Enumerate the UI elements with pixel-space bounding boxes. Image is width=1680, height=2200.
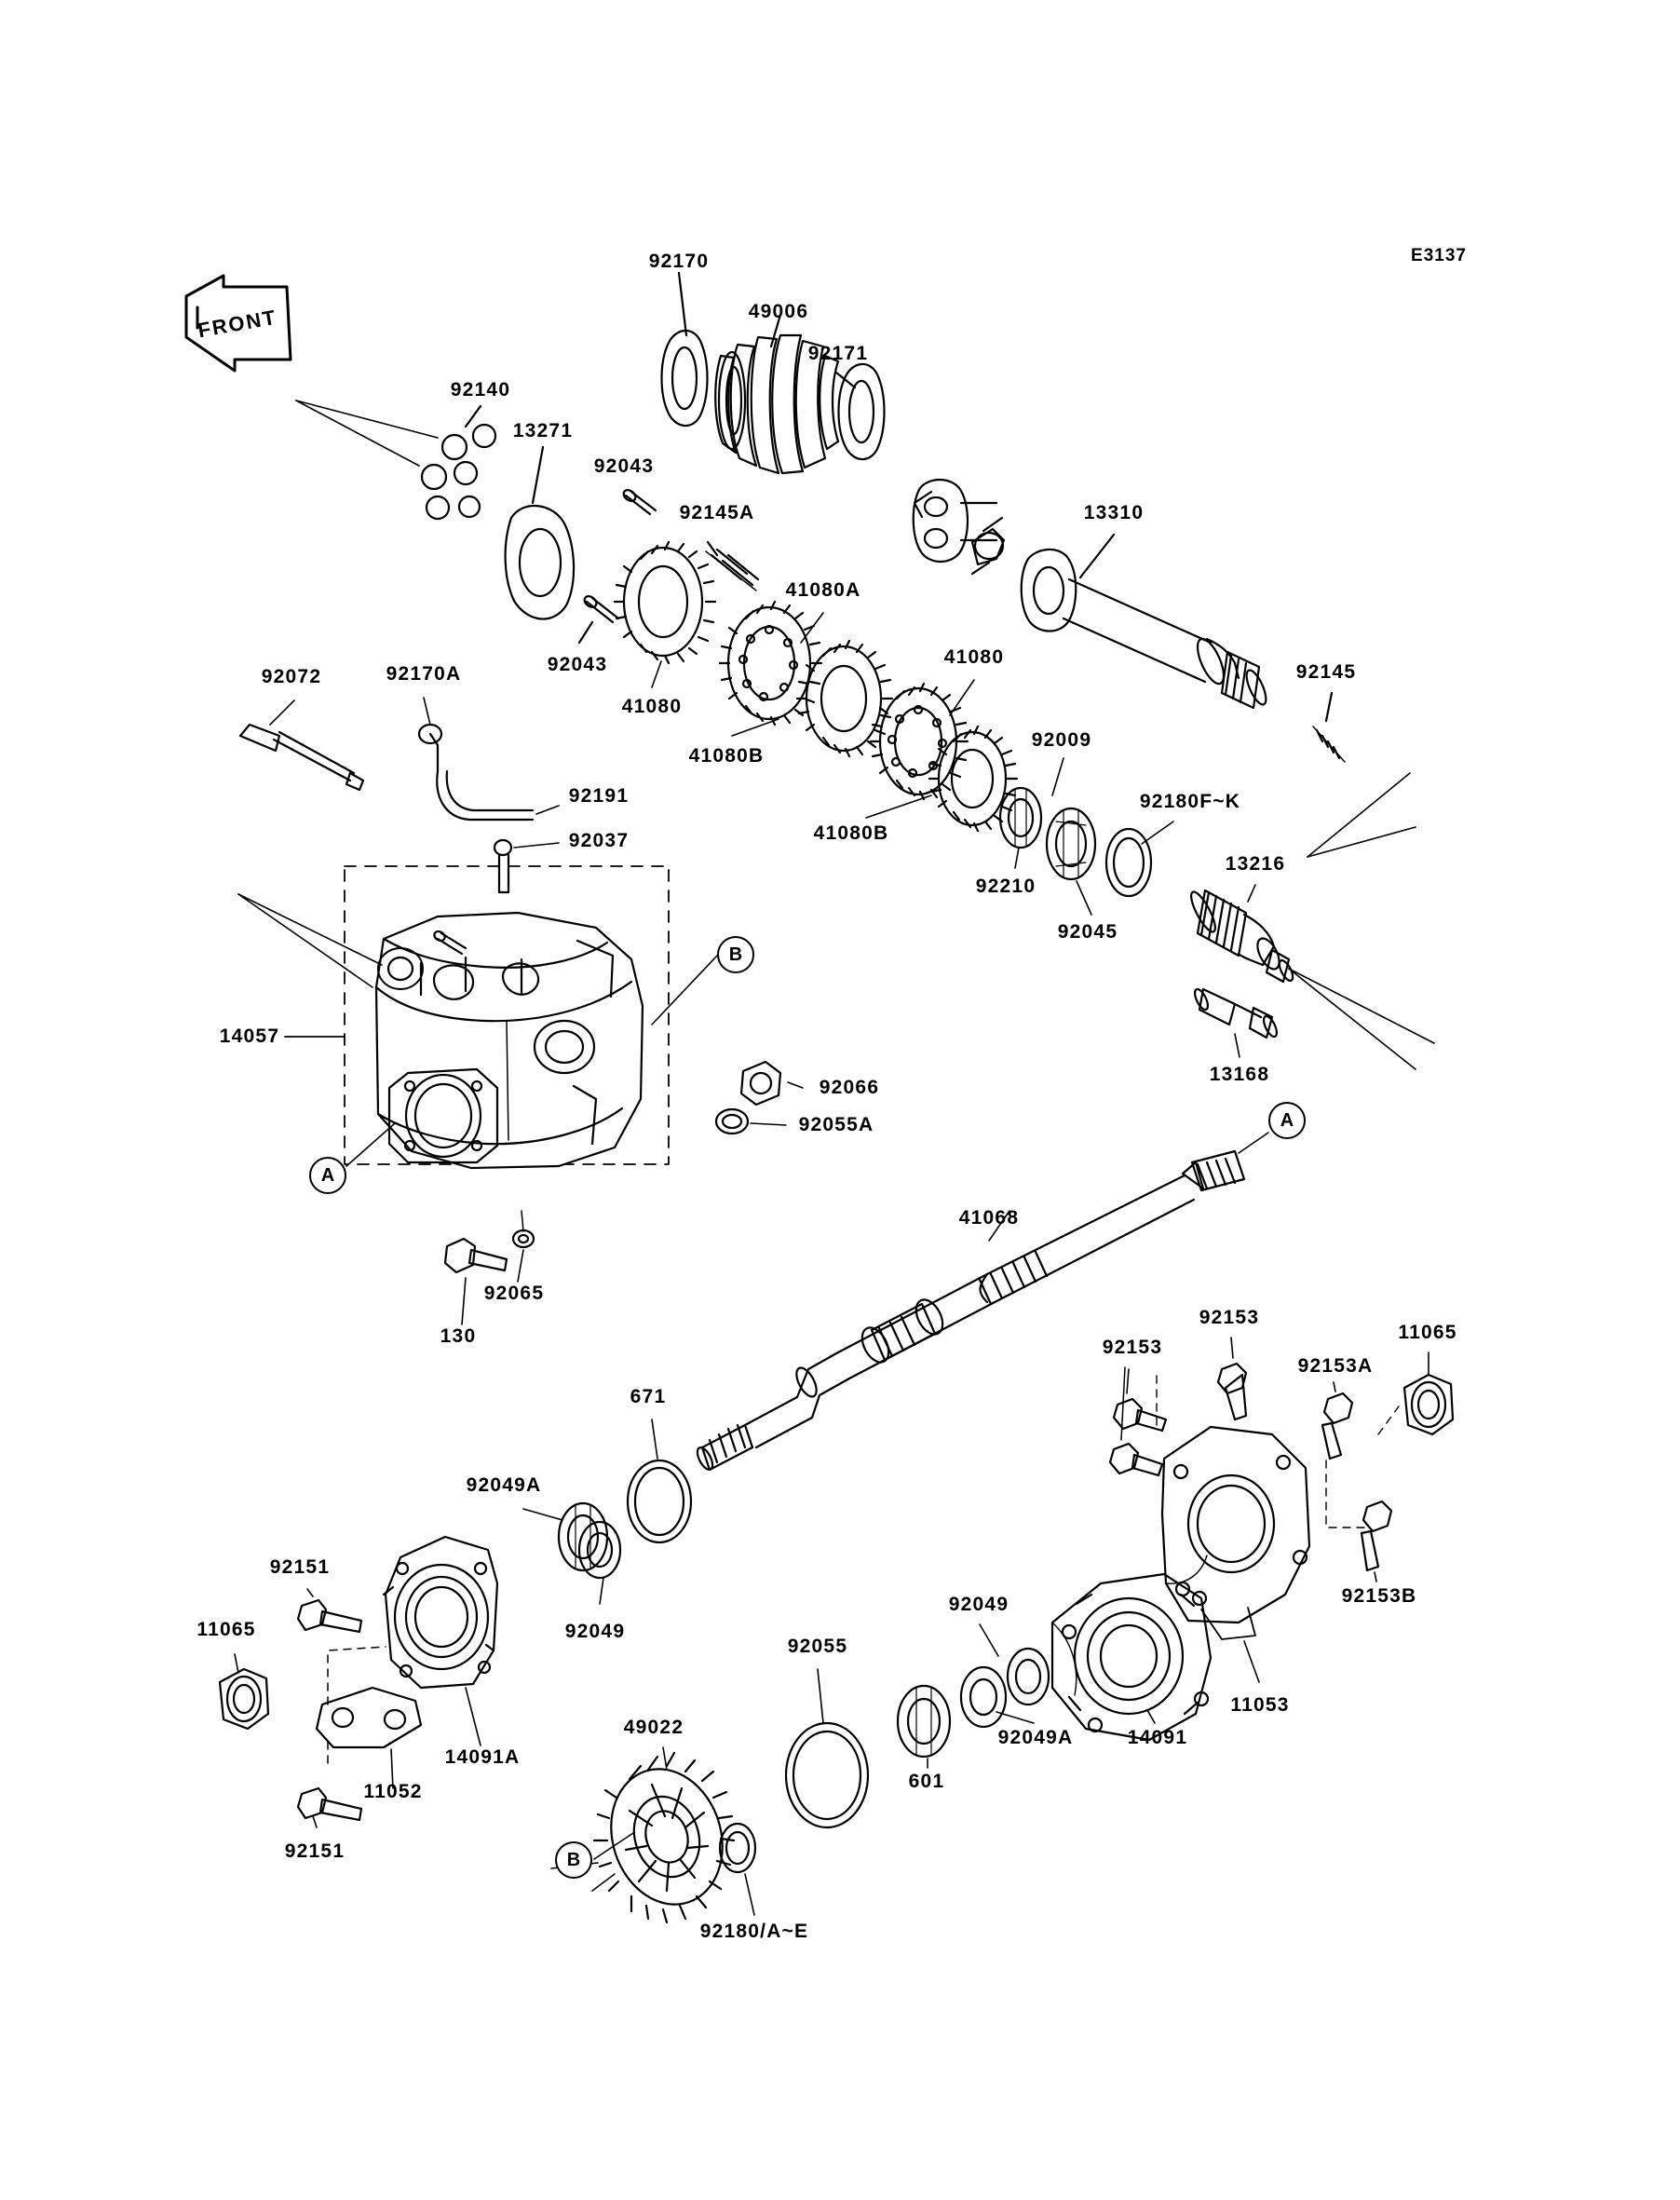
sheet-code: E3137 [1411,246,1467,265]
part-label-92049[interactable]: 92049 [948,1594,1009,1615]
part-label-41080b[interactable]: 41080B [688,745,765,767]
part-label-41068[interactable]: 41068 [958,1207,1020,1229]
part-label-13216[interactable]: 13216 [1225,853,1286,875]
part-label-92145[interactable]: 92145 [1295,661,1357,683]
part-label-41080[interactable]: 41080 [943,646,1005,668]
part-label-92145a[interactable]: 92145A [679,502,755,523]
part-label-92140[interactable]: 92140 [450,379,511,401]
front-marker-text: FRONT [196,305,279,343]
part-label-49022[interactable]: 49022 [623,1717,684,1738]
callout-marker-a[interactable]: A [1268,1102,1306,1139]
part-label-92055[interactable]: 92055 [787,1636,848,1657]
part-label-92151[interactable]: 92151 [284,1840,345,1862]
part-label-92072[interactable]: 92072 [261,666,322,687]
part-label-13271[interactable]: 13271 [512,420,574,441]
part-label-92153[interactable]: 92153 [1102,1337,1163,1358]
part-label-92049[interactable]: 92049 [564,1621,626,1642]
part-label-92153[interactable]: 92153 [1199,1307,1260,1328]
part-label-13168[interactable]: 13168 [1209,1064,1270,1085]
part-label-92045[interactable]: 92045 [1057,921,1118,943]
part-label-92153b[interactable]: 92153B [1341,1585,1417,1607]
part-label-14091a[interactable]: 14091A [444,1746,521,1768]
part-label-92049a[interactable]: 92049A [997,1727,1074,1748]
part-label-92180-a-e[interactable]: 92180/A~E [699,1921,809,1942]
part-label-92049a[interactable]: 92049A [466,1474,542,1496]
part-label-92180f-k[interactable]: 92180F~K [1139,791,1241,812]
callout-marker-b[interactable]: B [555,1841,592,1879]
part-label-92151[interactable]: 92151 [269,1556,331,1578]
part-label-92153a[interactable]: 92153A [1297,1355,1374,1377]
part-label-92043[interactable]: 92043 [547,654,608,675]
part-label-92170[interactable]: 92170 [648,251,710,272]
part-label-671[interactable]: 671 [630,1386,667,1407]
part-label-92170a[interactable]: 92170A [386,663,462,685]
part-label-13310[interactable]: 13310 [1083,502,1145,523]
part-label-11065[interactable]: 11065 [1398,1322,1457,1343]
part-label-11052[interactable]: 11052 [363,1781,423,1802]
part-label-92171[interactable]: 92171 [807,343,869,364]
part-label-11065[interactable]: 11065 [196,1619,256,1640]
part-label-92009[interactable]: 92009 [1031,729,1092,751]
part-label-14057[interactable]: 14057 [219,1025,280,1047]
callout-marker-b[interactable]: B [717,936,754,973]
part-label-14091[interactable]: 14091 [1127,1727,1188,1748]
part-label-11053[interactable]: 11053 [1230,1694,1290,1716]
part-label-92055a[interactable]: 92055A [798,1114,874,1135]
part-label-92210[interactable]: 92210 [975,876,1036,897]
part-label-41080a[interactable]: 41080A [785,579,861,601]
callout-marker-a[interactable]: A [309,1157,346,1194]
part-label-92066[interactable]: 92066 [819,1077,880,1098]
part-label-92065[interactable]: 92065 [483,1283,545,1304]
part-label-41080b[interactable]: 41080B [813,822,889,844]
part-label-130[interactable]: 130 [440,1325,477,1347]
part-label-601[interactable]: 601 [908,1771,945,1792]
part-label-49006[interactable]: 49006 [748,301,809,322]
part-label-92191[interactable]: 92191 [568,785,630,807]
part-label-92043[interactable]: 92043 [593,455,655,477]
part-label-41080[interactable]: 41080 [621,696,683,717]
part-label-92037[interactable]: 92037 [568,830,630,851]
